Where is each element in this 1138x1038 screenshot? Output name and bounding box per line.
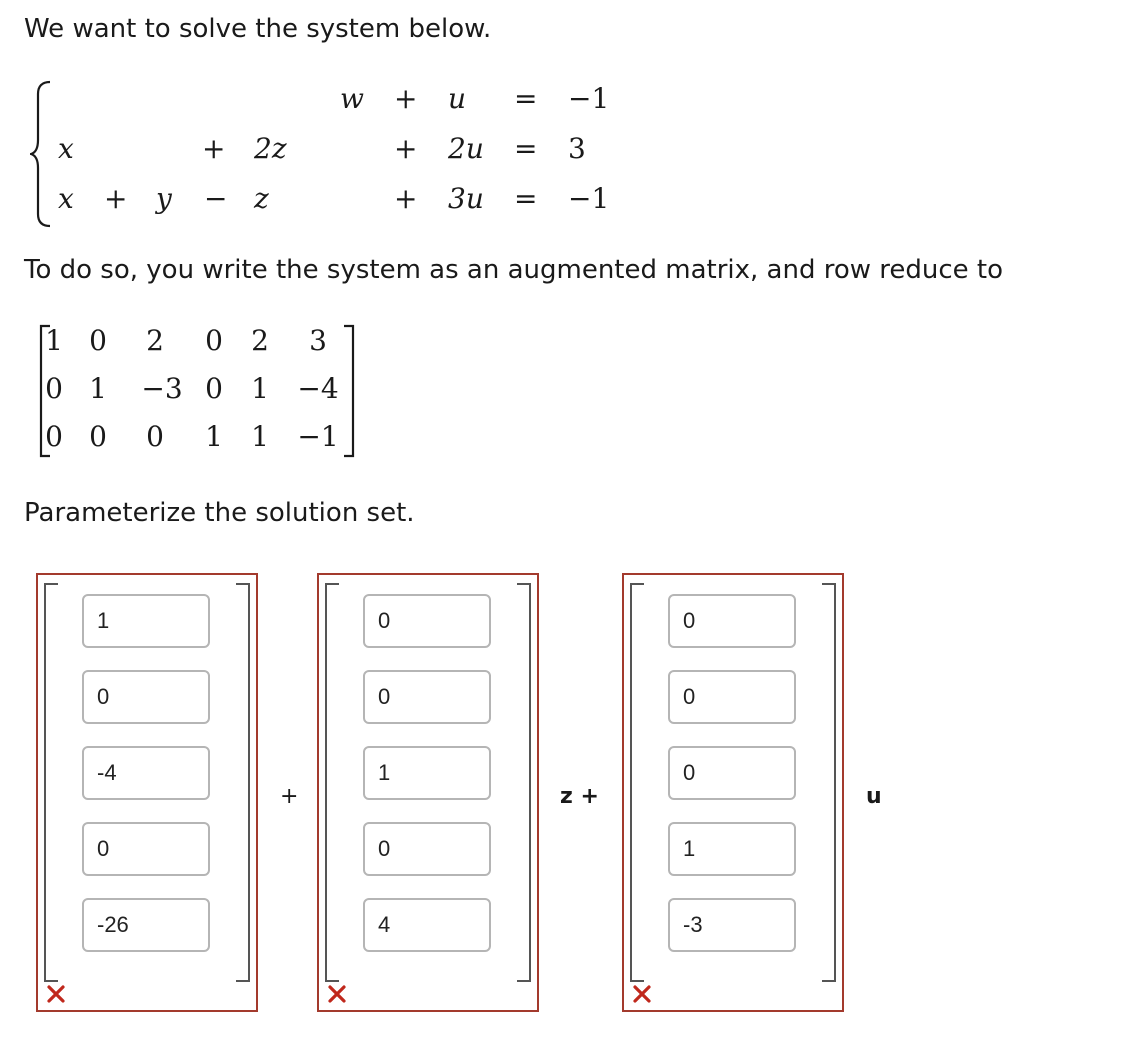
m-r0-c1: 0 xyxy=(89,324,107,357)
v3-input-3[interactable] xyxy=(668,746,796,800)
m-r2-c3: 1 xyxy=(205,420,223,453)
incorrect-x-icon xyxy=(632,984,652,1004)
m-r1-c4: 1 xyxy=(251,372,269,405)
m-r1-c5: −4 xyxy=(297,372,339,405)
sys-r2-x: x xyxy=(58,182,74,215)
incorrect-x-icon xyxy=(46,984,66,1004)
plus-label: + xyxy=(280,784,299,809)
vector-2-left-bracket xyxy=(325,583,339,982)
left-brace xyxy=(30,80,52,228)
sys-r2-plus: + xyxy=(104,182,128,215)
v2-input-2[interactable] xyxy=(363,670,491,724)
sys-r1-2u: 2u xyxy=(448,132,484,165)
v2-input-3[interactable] xyxy=(363,746,491,800)
m-r1-c3: 0 xyxy=(205,372,223,405)
v2-input-5[interactable] xyxy=(363,898,491,952)
sys-r2-rhs: −1 xyxy=(568,182,610,215)
sys-r0-w: w xyxy=(340,82,364,115)
answer-vector-3 xyxy=(622,573,844,1012)
vector-1-right-bracket xyxy=(236,583,250,982)
sys-r2-y: y xyxy=(156,182,172,215)
v3-input-2[interactable] xyxy=(668,670,796,724)
v1-input-5[interactable] xyxy=(82,898,210,952)
sys-r2-minus: − xyxy=(204,182,228,215)
vector-1-left-bracket xyxy=(44,583,58,982)
sys-r1-plus: + xyxy=(202,132,226,165)
reduce-text: To do so, you write the system as an augmented matrix, and row reduce to xyxy=(24,255,1004,285)
z-label: z + xyxy=(560,784,599,809)
v3-input-4[interactable] xyxy=(668,822,796,876)
sys-r2-3u: 3u xyxy=(448,182,484,215)
v2-input-4[interactable] xyxy=(363,822,491,876)
m-r2-c1: 0 xyxy=(89,420,107,453)
m-r2-c5: −1 xyxy=(297,420,339,453)
m-r2-c4: 1 xyxy=(251,420,269,453)
answer-vector-1 xyxy=(36,573,258,1012)
m-r0-c3: 0 xyxy=(205,324,223,357)
v1-input-4[interactable] xyxy=(82,822,210,876)
m-r0-c5: 3 xyxy=(309,324,327,357)
u-label: u xyxy=(866,784,882,809)
sys-r1-plus2: + xyxy=(394,132,418,165)
sys-r0-u: u xyxy=(448,82,467,115)
m-r1-c0: 0 xyxy=(45,372,63,405)
m-r2-c2: 0 xyxy=(146,420,164,453)
m-r2-c0: 0 xyxy=(45,420,63,453)
answer-vector-2 xyxy=(317,573,539,1012)
m-r0-c2: 2 xyxy=(146,324,164,357)
m-r1-c1: 1 xyxy=(89,372,107,405)
sys-r0-plus: + xyxy=(394,82,418,115)
sys-r2-eq: = xyxy=(514,182,538,215)
intro-text: We want to solve the system below. xyxy=(24,14,492,44)
incorrect-x-icon xyxy=(327,984,347,1004)
sys-r1-rhs: 3 xyxy=(568,132,586,165)
m-r0-c4: 2 xyxy=(251,324,269,357)
v1-input-2[interactable] xyxy=(82,670,210,724)
param-text: Parameterize the solution set. xyxy=(24,498,415,528)
sys-r2-z: z xyxy=(254,182,269,215)
vector-2-right-bracket xyxy=(517,583,531,982)
vector-3-right-bracket xyxy=(822,583,836,982)
v3-input-1[interactable] xyxy=(668,594,796,648)
sys-r1-eq: = xyxy=(514,132,538,165)
v1-input-3[interactable] xyxy=(82,746,210,800)
v1-input-1[interactable] xyxy=(82,594,210,648)
v3-input-5[interactable] xyxy=(668,898,796,952)
m-r1-c2: −3 xyxy=(141,372,183,405)
sys-r0-rhs: −1 xyxy=(568,82,610,115)
vector-3-left-bracket xyxy=(630,583,644,982)
sys-r0-eq: = xyxy=(514,82,538,115)
m-r0-c0: 1 xyxy=(45,324,63,357)
sys-r2-plus2: + xyxy=(394,182,418,215)
sys-r1-x: x xyxy=(58,132,74,165)
v2-input-1[interactable] xyxy=(363,594,491,648)
sys-r1-2z: 2z xyxy=(254,132,287,165)
